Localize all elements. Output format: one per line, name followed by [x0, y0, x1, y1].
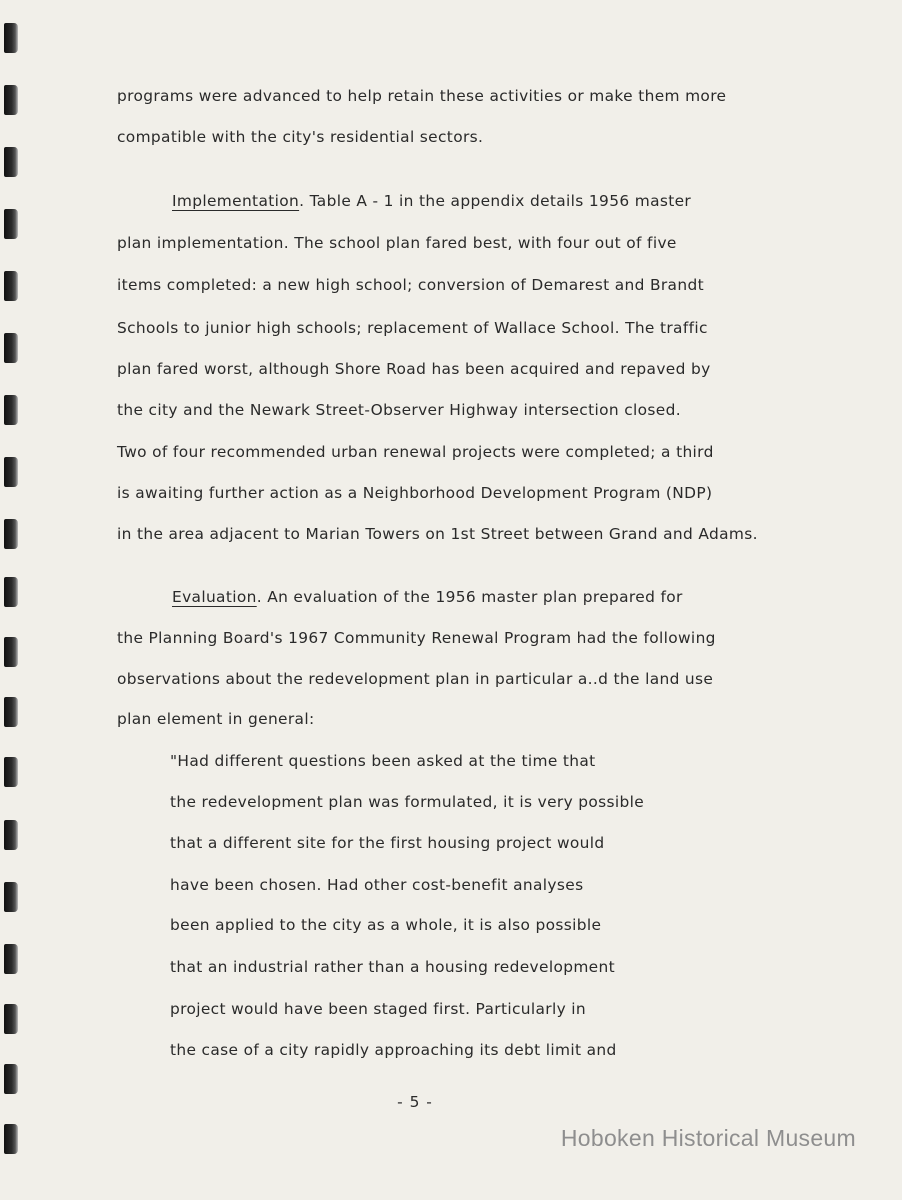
body-text-line: items completed: a new high school; conversion of Demarest and Brandt	[117, 276, 704, 294]
quote-line: "Had different questions been asked at the time that	[170, 752, 596, 770]
body-text-line: Schools to junior high schools; replacement of Wallace School. The traffic	[117, 319, 708, 337]
quote-line: that a different site for the first housing project would	[170, 834, 605, 852]
quote-line: the case of a city rapidly approaching its debt limit and	[170, 1041, 617, 1059]
quote-line: been applied to the city as a whole, it is also possible	[170, 916, 602, 934]
quote-line: that an industrial rather than a housing redevelopment	[170, 958, 615, 976]
body-text-span: . Table A - 1 in the appendix details 1956 master	[299, 192, 692, 210]
body-text-line: compatible with the city's residential sectors.	[117, 128, 484, 146]
body-text-line: observations about the redevelopment plan in particular a..d the land use	[117, 670, 714, 688]
body-text-span: . An evaluation of the 1956 master plan prepared for	[256, 588, 683, 606]
evaluation-paragraph-first-line	[172, 587, 683, 607]
body-text-line: programs were advanced to help retain these activities or make them more	[117, 87, 727, 105]
body-text-line: the city and the Newark Street-Observer Highway intersection closed.	[117, 401, 681, 419]
body-text-line: in the area adjacent to Marian Towers on 1st Street between Grand and Adams.	[117, 525, 758, 543]
quote-line: the redevelopment plan was formulated, it is very possible	[170, 793, 645, 811]
museum-watermark: Hoboken Historical Museum	[560, 1125, 856, 1151]
evaluation-heading: Evaluation	[172, 588, 257, 606]
implementation-paragraph-first-line	[172, 191, 691, 211]
page-number: - 5 -	[397, 1093, 433, 1111]
quote-line: project would have been staged first. Particularly in	[170, 1000, 587, 1018]
body-text-line: the Planning Board's 1967 Community Renewal Program had the following	[117, 629, 716, 647]
body-text-line: plan element in general:	[117, 710, 315, 728]
quote-line: have been chosen. Had other cost-benefit analyses	[170, 876, 584, 894]
body-text-line: plan fared worst, although Shore Road has been acquired and repaved by	[117, 360, 711, 378]
body-text-line: plan implementation. The school plan fared best, with four out of five	[117, 234, 677, 252]
implementation-heading: Implementation	[172, 192, 300, 210]
body-text-line: is awaiting further action as a Neighborhood Development Program (NDP)	[117, 484, 713, 502]
body-text-line: Two of four recommended urban renewal projects were completed; a third	[117, 443, 714, 461]
